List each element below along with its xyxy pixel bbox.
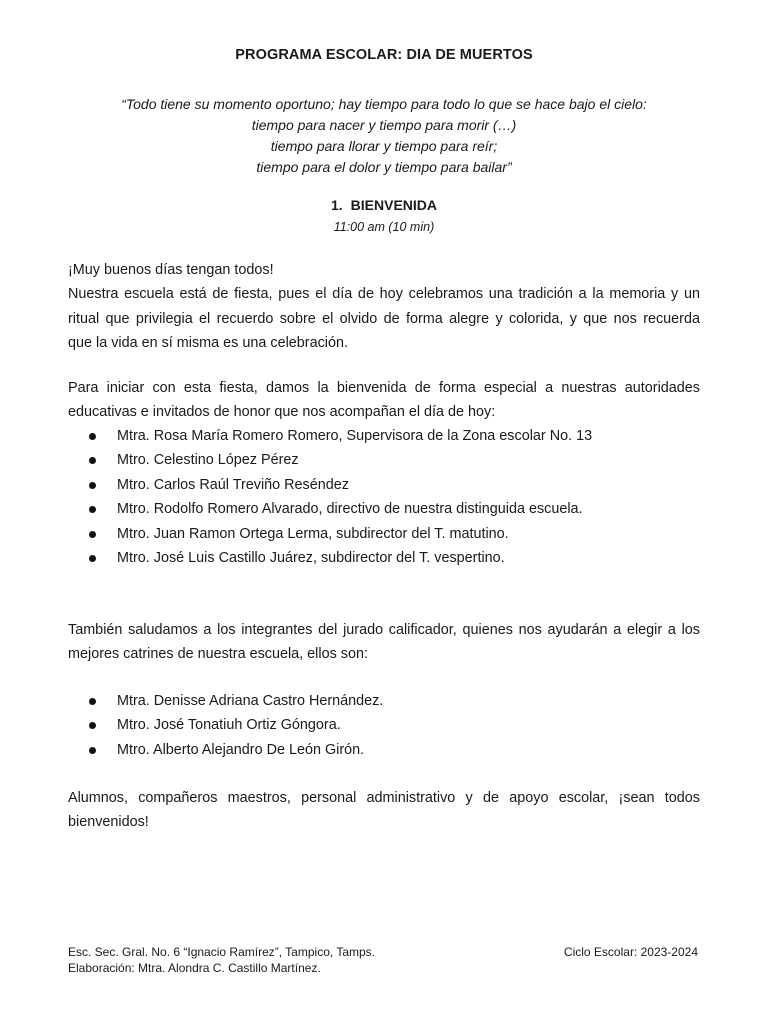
paragraph-line: educativas e invitados de honor que nos acompañan el día de hoy: (68, 404, 496, 421)
list-item: Mtro. Juan Ramon Ortega Lerma, subdirector del T. matutino. (68, 522, 708, 546)
list-item: Mtro. Alberto Alejandro De León Girón. (68, 738, 708, 762)
jury-intro-paragraph (68, 618, 700, 667)
quote-line: tiempo para llorar y tiempo para reír; (270, 138, 498, 154)
paragraph-line: ¡Muy buenos días tengan todos! (68, 262, 274, 278)
bullet-icon (89, 747, 96, 754)
bullet-icon (89, 457, 96, 464)
epigraph-quote (0, 94, 768, 178)
bullet-icon (89, 433, 96, 440)
quote-line: “Todo tiene su momento oportuno; hay tiempo para todo lo que se hace bajo el cielo: (121, 96, 647, 112)
paragraph-line: Para iniciar con esta fiesta, damos la bienvenida de forma especial a nuestras autoridades (68, 380, 700, 396)
list-item: Mtro. José Tonatiuh Ortiz Góngora. (68, 713, 708, 737)
page-footer (68, 944, 698, 976)
jury-list (68, 689, 708, 762)
bullet-icon (89, 506, 96, 513)
paragraph-line: También saludamos a los integrantes del jurado calificador, quienes nos ayudarán a elegir a los (68, 622, 700, 638)
bullet-icon (89, 531, 96, 538)
list-item: Mtro. José Luis Castillo Juárez, subdirector del T. vespertino. (68, 546, 708, 570)
bullet-icon (89, 555, 96, 562)
closing-paragraph (68, 786, 700, 835)
section-time: 11:00 am (10 min) (333, 220, 435, 234)
bullet-icon (89, 698, 96, 705)
document-title: PROGRAMA ESCOLAR: DIA DE MUERTOS (235, 47, 533, 63)
footer-school-cycle: Ciclo Escolar: 2023-2024 (563, 945, 698, 959)
section-title: BIENVENIDA (350, 197, 438, 213)
paragraph-line: Nuestra escuela está de fiesta, pues el día de hoy celebramos una tradición a la memoria y un (68, 286, 700, 303)
list-item: Mtro. Celestino López Pérez (68, 448, 708, 472)
paragraph-line: ritual que privilegia el recuerdo sobre el olvido de forma alegre y colorida, y que nos recuerda (68, 310, 700, 327)
section-heading (0, 197, 768, 213)
paragraph-line: mejores catrines de nuestra escuela, ellos son: (68, 646, 368, 663)
authorities-list (68, 424, 708, 570)
paragraph-line: Alumnos, compañeros maestros, personal administrativo y de apoyo escolar, ¡sean todos (68, 790, 700, 806)
list-item: Mtro. Carlos Raúl Treviño Reséndez (68, 473, 708, 497)
authorities-intro-paragraph (68, 376, 700, 425)
welcome-paragraph (68, 258, 700, 355)
quote-line: tiempo para el dolor y tiempo para bailar” (256, 159, 512, 175)
section-number: 1. (330, 197, 343, 213)
list-item: Mtra. Denisse Adriana Castro Hernández. (68, 689, 708, 713)
bullet-icon (89, 482, 96, 489)
paragraph-line: que la vida en sí misma es una celebración. (68, 334, 348, 351)
list-item: Mtro. Rodolfo Romero Alvarado, directivo de nuestra distinguida escuela. (68, 497, 708, 521)
list-item: Mtra. Rosa María Romero Romero, Supervisora de la Zona escolar No. 13 (68, 424, 708, 448)
quote-line: tiempo para nacer y tiempo para morir (…) (251, 117, 517, 133)
footer-author: Elaboración: Mtra. Alondra C. Castillo Martínez. (68, 961, 321, 975)
footer-school: Esc. Sec. Gral. No. 6 “Ignacio Ramírez”, Tampico, Tamps. (68, 945, 375, 959)
paragraph-line: bienvenidos! (68, 814, 149, 831)
bullet-icon (89, 722, 96, 729)
